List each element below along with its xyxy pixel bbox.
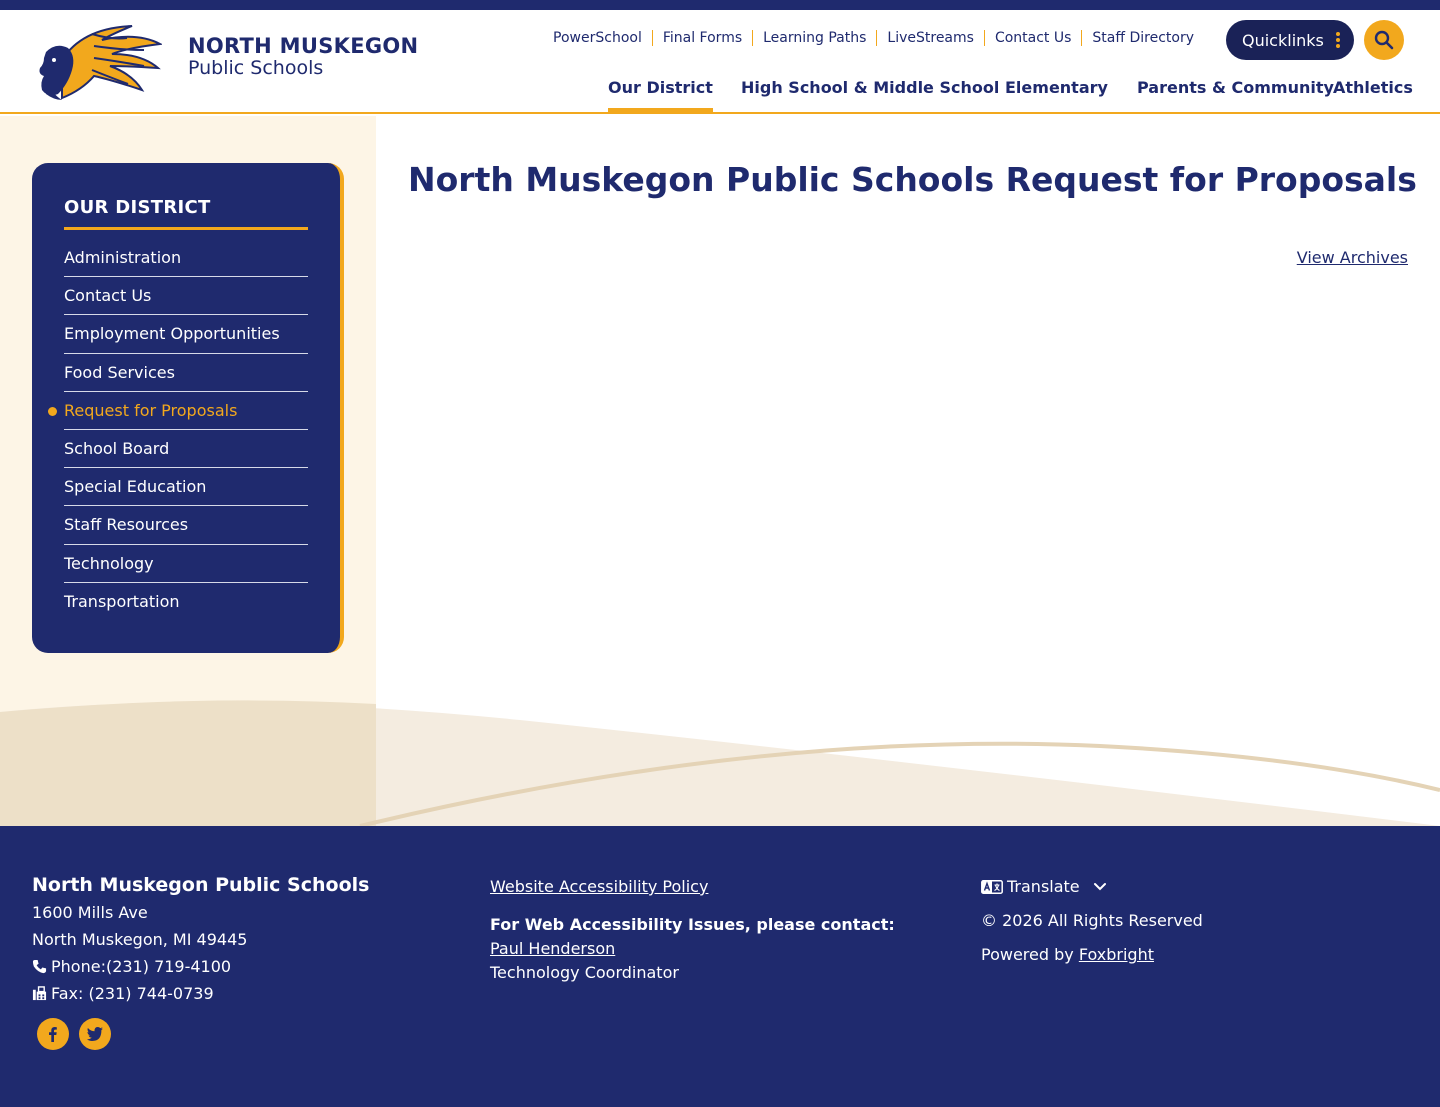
nav-high-school-middle-school[interactable]: High School & Middle School bbox=[741, 78, 1000, 97]
top-accent-bar bbox=[0, 0, 1440, 10]
section-sidebar bbox=[32, 163, 344, 653]
sidebar-item-administration[interactable]: Administration bbox=[64, 239, 308, 277]
utility-nav bbox=[543, 30, 1204, 46]
sidebar-item-food-services[interactable]: Food Services bbox=[64, 354, 308, 392]
accessibility-contact-heading: For Web Accessibility Issues, please contact: bbox=[490, 915, 895, 934]
sidebar-item-technology[interactable]: Technology bbox=[64, 545, 308, 583]
translate-label: Translate bbox=[1007, 877, 1080, 896]
contact-title: Technology Coordinator bbox=[490, 963, 679, 982]
kebab-menu-icon bbox=[1336, 32, 1340, 48]
nav-athletics[interactable]: Athletics bbox=[1333, 78, 1413, 97]
twitter-link[interactable] bbox=[79, 1018, 111, 1050]
footer-fax-text: Fax: (231) 744-0739 bbox=[51, 984, 214, 1003]
twitter-icon bbox=[86, 1025, 104, 1043]
site-footer bbox=[0, 826, 1440, 1107]
facebook-icon bbox=[45, 1026, 61, 1042]
footer-fax bbox=[32, 984, 214, 1003]
sidebar-item-contact-us[interactable]: Contact Us bbox=[64, 277, 308, 315]
copyright: © 2026 All Rights Reserved bbox=[981, 911, 1203, 930]
accessibility-policy-link[interactable]: Website Accessibility Policy bbox=[490, 877, 709, 896]
footer-address-line1: 1600 Mills Ave bbox=[32, 903, 148, 922]
brand-subtitle[interactable]: Public Schools bbox=[188, 57, 324, 79]
translate-icon bbox=[981, 880, 1003, 894]
chevron-down-icon bbox=[1093, 882, 1107, 892]
nav-elementary[interactable]: Elementary bbox=[1005, 78, 1108, 97]
footer-phone[interactable] bbox=[32, 957, 231, 976]
nav-parents-community[interactable]: Parents & Community bbox=[1137, 78, 1334, 97]
powered-by-label: Powered by bbox=[981, 945, 1074, 964]
search-icon bbox=[1374, 30, 1394, 50]
translate-dropdown[interactable] bbox=[981, 877, 1107, 896]
page-title: North Muskegon Public Schools Request for Proposals bbox=[408, 160, 1417, 199]
decorative-wave bbox=[0, 690, 1440, 826]
quicklinks-button[interactable] bbox=[1226, 20, 1354, 60]
nav-our-district[interactable]: Our District bbox=[608, 78, 713, 97]
powered-by bbox=[981, 945, 1154, 964]
sidebar-title-rule bbox=[64, 227, 308, 230]
phone-icon bbox=[32, 959, 47, 974]
view-archives-link[interactable]: View Archives bbox=[1296, 248, 1408, 267]
sidebar-item-request-for-proposals[interactable]: Request for Proposals bbox=[64, 392, 308, 430]
sidebar-item-school-board[interactable]: School Board bbox=[64, 430, 308, 468]
utility-link-livestreams[interactable]: LiveStreams bbox=[876, 30, 984, 46]
footer-address-line2: North Muskegon, MI 49445 bbox=[32, 930, 248, 949]
sidebar-item-transportation[interactable]: Transportation bbox=[64, 591, 180, 611]
main-nav bbox=[0, 76, 1440, 114]
sidebar-item-staff-resources[interactable]: Staff Resources bbox=[64, 506, 308, 544]
foxbright-link[interactable]: Foxbright bbox=[1078, 945, 1154, 964]
sidebar-item-employment-opportunities[interactable]: Employment Opportunities bbox=[64, 315, 308, 353]
fax-icon bbox=[32, 986, 47, 1001]
utility-link-final-forms[interactable]: Final Forms bbox=[652, 30, 752, 46]
sidebar-menu bbox=[64, 239, 308, 621]
utility-link-contact-us[interactable]: Contact Us bbox=[984, 30, 1081, 46]
footer-org-name: North Muskegon Public Schools bbox=[32, 874, 370, 896]
sidebar-item-special-education[interactable]: Special Education bbox=[64, 468, 308, 506]
utility-link-learning-paths[interactable]: Learning Paths bbox=[752, 30, 876, 46]
utility-link-staff-directory[interactable]: Staff Directory bbox=[1081, 30, 1204, 46]
search-button[interactable] bbox=[1364, 20, 1404, 60]
brand-name[interactable]: NORTH MUSKEGON bbox=[188, 34, 419, 58]
facebook-link[interactable] bbox=[37, 1018, 69, 1050]
site-header bbox=[0, 10, 1440, 114]
footer-phone-text: Phone:(231) 719-4100 bbox=[51, 957, 232, 976]
utility-link-powerschool[interactable]: PowerSchool bbox=[553, 30, 642, 46]
contact-name-link[interactable]: Paul Henderson bbox=[490, 939, 616, 958]
quicklinks-label: Quicklinks bbox=[1242, 30, 1324, 50]
sidebar-title: OUR DISTRICT bbox=[64, 197, 211, 218]
